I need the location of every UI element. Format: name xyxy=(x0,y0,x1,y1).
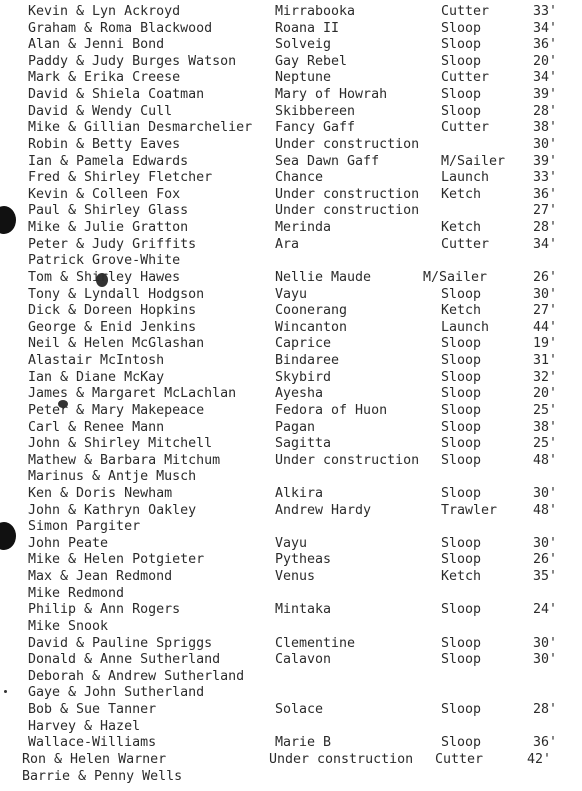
table-row xyxy=(0,502,582,519)
rig-type: Sloop xyxy=(441,452,482,468)
member-name: Tom & Shirley Hawes xyxy=(28,269,181,285)
table-row xyxy=(0,452,582,469)
member-name: Gaye & John Sutherland xyxy=(28,685,205,701)
rig-type: Ketch xyxy=(441,303,482,319)
member-name: Mike & Gillian Desmarchelier xyxy=(28,120,253,136)
member-name: Mark & Erika Creese xyxy=(28,70,181,86)
boat-length: 30' xyxy=(533,635,558,651)
member-name: Ron & Helen Warner xyxy=(22,751,167,767)
table-row xyxy=(0,435,582,452)
boat-length: 38' xyxy=(533,120,558,136)
table-row xyxy=(0,402,582,419)
member-name: Mike Redmond xyxy=(28,585,125,601)
table-row xyxy=(0,385,582,402)
member-name: Peter & Judy Griffits xyxy=(28,236,197,252)
rig-type: Sloop xyxy=(441,402,482,418)
boat-name: Pagan xyxy=(275,419,316,435)
boat-name: Mary of Howrah xyxy=(275,87,388,103)
boat-name: Roana II xyxy=(275,20,340,36)
member-name: Donald & Anne Sutherland xyxy=(28,652,221,668)
table-row xyxy=(0,286,582,303)
member-name: John Peate xyxy=(28,535,109,551)
member-name: Fred & Shirley Fletcher xyxy=(28,170,213,186)
table-row xyxy=(0,635,582,652)
boat-length: 27' xyxy=(533,303,558,319)
boat-name: Skibbereen xyxy=(275,103,356,119)
member-name: Ian & Diane McKay xyxy=(28,369,165,385)
member-name: Ken & Doris Newham xyxy=(28,485,173,501)
boat-length: 31' xyxy=(533,353,558,369)
boat-length: 36' xyxy=(533,186,558,202)
rig-type: M/Sailer xyxy=(423,269,488,285)
rig-type: Sloop xyxy=(441,37,482,53)
boat-name: Solace xyxy=(275,702,324,718)
table-row xyxy=(0,86,582,103)
boat-name: Vayu xyxy=(275,535,308,551)
member-name: John & Kathryn Oakley xyxy=(28,502,197,518)
table-row xyxy=(0,535,582,552)
boat-length: 28' xyxy=(533,702,558,718)
table-row xyxy=(0,119,582,136)
boat-length: 33' xyxy=(533,170,558,186)
boat-name: Chance xyxy=(275,170,324,186)
rig-type: Sloop xyxy=(441,286,482,302)
boat-name: Sagitta xyxy=(275,436,332,452)
rig-type: Sloop xyxy=(441,702,482,718)
rig-type: Ketch xyxy=(441,186,482,202)
boat-name: Venus xyxy=(275,569,316,585)
table-row xyxy=(0,219,582,236)
table-row xyxy=(0,369,582,386)
table-row xyxy=(0,684,582,701)
boat-name: Bindaree xyxy=(275,353,340,369)
table-row xyxy=(0,518,582,535)
rig-type: Sloop xyxy=(441,386,482,402)
rig-type: Sloop xyxy=(441,336,482,352)
table-row xyxy=(0,36,582,53)
boat-length: 25' xyxy=(533,436,558,452)
member-name: Robin & Betty Eaves xyxy=(28,136,181,152)
rig-type: Sloop xyxy=(441,735,482,751)
member-name: Bob & Sue Tanner xyxy=(28,702,157,718)
rig-type: Sloop xyxy=(441,369,482,385)
table-row xyxy=(0,186,582,203)
boat-name: Pytheas xyxy=(275,552,332,568)
boat-name: Marie B xyxy=(275,735,332,751)
rig-type: Sloop xyxy=(441,535,482,551)
table-row xyxy=(0,768,576,785)
rig-type: Sloop xyxy=(441,652,482,668)
rig-type: Sloop xyxy=(441,53,482,69)
boat-name: Calavon xyxy=(275,652,332,668)
member-name: Neil & Helen McGlashan xyxy=(28,336,205,352)
boat-name: Wincanton xyxy=(275,319,348,335)
member-name: John & Shirley Mitchell xyxy=(28,436,213,452)
boat-name: Merinda xyxy=(275,220,332,236)
boat-name: Under construction xyxy=(269,751,414,767)
boat-length: 30' xyxy=(533,485,558,501)
table-row xyxy=(0,585,582,602)
boat-length: 39' xyxy=(533,87,558,103)
rig-type: Cutter xyxy=(441,70,490,86)
table-row xyxy=(0,169,582,186)
boat-length: 27' xyxy=(533,203,558,219)
rig-type: M/Sailer xyxy=(441,153,506,169)
boat-name: Ara xyxy=(275,236,300,252)
rig-type: Sloop xyxy=(441,552,482,568)
boat-name: Fancy Gaff xyxy=(275,120,356,136)
member-name: Mike Snook xyxy=(28,618,109,634)
member-name: Dick & Doreen Hopkins xyxy=(28,303,197,319)
boat-length: 20' xyxy=(533,386,558,402)
member-name: Alan & Jenni Bond xyxy=(28,37,165,53)
table-row xyxy=(0,419,582,436)
member-name: James & Margaret McLachlan xyxy=(28,386,237,402)
member-name: Wallace-Williams xyxy=(28,735,157,751)
table-row xyxy=(0,485,582,502)
rig-type: Cutter xyxy=(441,4,490,19)
member-name: David & Pauline Spriggs xyxy=(28,635,213,651)
member-name: Carl & Renee Mann xyxy=(28,419,165,435)
member-name: Mathew & Barbara Mitchum xyxy=(28,452,221,468)
table-row xyxy=(0,701,582,718)
boat-name: Caprice xyxy=(275,336,332,352)
table-row xyxy=(0,136,582,153)
table-row xyxy=(0,751,576,768)
member-name: Paddy & Judy Burges Watson xyxy=(28,53,237,69)
boat-length: 36' xyxy=(533,37,558,53)
member-name: Tony & Lyndall Hodgson xyxy=(28,286,205,302)
member-name: Harvey & Hazel xyxy=(28,718,141,734)
boat-length: 30' xyxy=(533,535,558,551)
member-name: Kevin & Lyn Ackroyd xyxy=(28,4,181,19)
rig-type: Ketch xyxy=(441,569,482,585)
boat-length: 20' xyxy=(533,53,558,69)
boat-name: Under construction xyxy=(275,203,420,219)
table-row xyxy=(0,69,582,86)
table-row xyxy=(0,20,582,37)
table-row xyxy=(0,718,582,735)
table-row xyxy=(0,302,582,319)
boat-name: Ayesha xyxy=(275,386,324,402)
boat-name: Neptune xyxy=(275,70,332,86)
table-row xyxy=(0,601,582,618)
member-name: Paul & Shirley Glass xyxy=(28,203,189,219)
boat-length: 28' xyxy=(533,103,558,119)
table-row xyxy=(0,468,582,485)
boat-length: 30' xyxy=(533,136,558,152)
boat-name: Mirrabooka xyxy=(275,4,356,19)
boat-name: Under construction xyxy=(275,136,420,152)
member-name: Ian & Pamela Edwards xyxy=(28,153,189,169)
table-row xyxy=(0,651,582,668)
boat-name: Under construction xyxy=(275,452,420,468)
boat-length: 34' xyxy=(533,236,558,252)
boat-length: 25' xyxy=(533,402,558,418)
boat-length: 42' xyxy=(527,751,552,767)
boat-name: Coonerang xyxy=(275,303,348,319)
table-row xyxy=(0,319,582,336)
boat-length: 34' xyxy=(533,20,558,36)
member-name: Barrie & Penny Wells xyxy=(22,768,183,784)
boat-name: Alkira xyxy=(275,485,324,501)
boat-name: Mintaka xyxy=(275,602,332,618)
member-name: Graham & Roma Blackwood xyxy=(28,20,213,36)
rig-type: Sloop xyxy=(441,353,482,369)
boat-length: 24' xyxy=(533,602,558,618)
member-name: David & Wendy Cull xyxy=(28,103,173,119)
rig-type: Cutter xyxy=(441,120,490,136)
member-name: Philip & Ann Rogers xyxy=(28,602,181,618)
boat-name: Gay Rebel xyxy=(275,53,348,69)
rig-type: Sloop xyxy=(441,20,482,36)
table-row xyxy=(0,668,582,685)
boat-length: 38' xyxy=(533,419,558,435)
boat-name: Solveig xyxy=(275,37,332,53)
member-name: Peter & Mary Makepeace xyxy=(28,402,205,418)
boat-length: 28' xyxy=(533,220,558,236)
boat-length: 19' xyxy=(533,336,558,352)
table-row xyxy=(0,568,582,585)
boat-name: Fedora of Huon xyxy=(275,402,388,418)
table-row xyxy=(0,734,582,751)
rig-type: Sloop xyxy=(441,419,482,435)
boat-length: 39' xyxy=(533,153,558,169)
member-name: Mike & Helen Potgieter xyxy=(28,552,205,568)
member-name: Kevin & Colleen Fox xyxy=(28,186,181,202)
boat-length: 33' xyxy=(533,4,558,19)
table-row xyxy=(0,551,582,568)
rig-type: Cutter xyxy=(441,236,490,252)
boat-length: 44' xyxy=(533,319,558,335)
boat-length: 26' xyxy=(533,552,558,568)
boat-length: 30' xyxy=(533,286,558,302)
table-row xyxy=(0,53,582,70)
member-name: Max & Jean Redmond xyxy=(28,569,173,585)
member-name: George & Enid Jenkins xyxy=(28,319,197,335)
boat-length: 48' xyxy=(533,502,558,518)
table-row xyxy=(0,202,582,219)
table-row xyxy=(0,103,582,120)
boat-length: 30' xyxy=(533,652,558,668)
table-row xyxy=(0,252,582,269)
rig-type: Launch xyxy=(441,170,490,186)
rig-type: Sloop xyxy=(441,103,482,119)
member-name: Marinus & Antje Musch xyxy=(28,469,197,485)
member-name: Mike & Julie Gratton xyxy=(28,220,189,236)
boat-length: 32' xyxy=(533,369,558,385)
boat-name: Nellie Maude xyxy=(275,269,372,285)
rig-type: Trawler xyxy=(441,502,498,518)
boat-name: Under construction xyxy=(275,186,420,202)
table-row xyxy=(0,236,582,253)
table-row xyxy=(0,269,582,286)
table-row xyxy=(0,3,582,20)
rig-type: Sloop xyxy=(441,602,482,618)
boat-name: Skybird xyxy=(275,369,332,385)
boat-length: 26' xyxy=(533,269,558,285)
rig-type: Sloop xyxy=(441,635,482,651)
table-row xyxy=(0,335,582,352)
table-row xyxy=(0,153,582,170)
member-name: Simon Pargiter xyxy=(28,519,141,535)
boat-length: 48' xyxy=(533,452,558,468)
boat-length: 34' xyxy=(533,70,558,86)
rig-type: Sloop xyxy=(441,87,482,103)
table-row xyxy=(0,618,582,635)
boat-length: 35' xyxy=(533,569,558,585)
rig-type: Sloop xyxy=(441,485,482,501)
member-name: David & Shiela Coatman xyxy=(28,87,205,103)
rig-type: Sloop xyxy=(441,436,482,452)
member-name: Deborah & Andrew Sutherland xyxy=(28,668,245,684)
rig-type: Cutter xyxy=(435,751,484,767)
boat-name: Andrew Hardy xyxy=(275,502,372,518)
member-name: Alastair McIntosh xyxy=(28,353,165,369)
table-row xyxy=(0,352,582,369)
boat-name: Sea Dawn Gaff xyxy=(275,153,380,169)
boat-name: Clementine xyxy=(275,635,356,651)
member-name: Patrick Grove-White xyxy=(28,253,181,269)
boat-name: Vayu xyxy=(275,286,308,302)
rig-type: Ketch xyxy=(441,220,482,236)
boat-length: 36' xyxy=(533,735,558,751)
rig-type: Launch xyxy=(441,319,490,335)
